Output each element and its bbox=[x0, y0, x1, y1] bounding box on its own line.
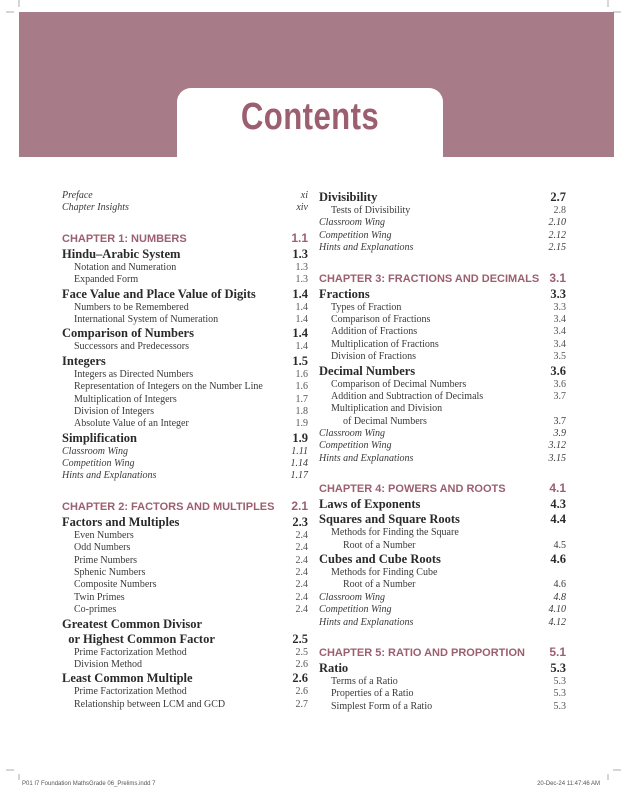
page-number: 1.3 bbox=[292, 246, 308, 261]
subsection-entry bbox=[62, 579, 308, 591]
entry-title: Factors and Multiples bbox=[62, 514, 180, 529]
supplement-entry bbox=[62, 190, 308, 202]
subsection-entry bbox=[62, 274, 308, 286]
entry-title: Multiplication of Integers bbox=[74, 393, 177, 405]
entry-title: Hindu–Arabic System bbox=[62, 246, 181, 261]
supplement-entry bbox=[319, 428, 566, 440]
footer-timestamp: 20-Dec-24 11:47:46 AM bbox=[537, 781, 600, 787]
subsection-entry bbox=[62, 686, 308, 698]
page-number: 3.6 bbox=[550, 363, 566, 378]
page-number: 2.6 bbox=[292, 671, 308, 686]
page-number: 1.4 bbox=[295, 313, 308, 325]
entry-title: Root of a Number bbox=[343, 579, 416, 591]
page-number: 2.4 bbox=[295, 579, 308, 591]
entry-title: Classroom Wing bbox=[319, 217, 386, 229]
toc-left-column bbox=[62, 190, 308, 711]
page-number: 3.3 bbox=[553, 301, 566, 313]
subsection-entry bbox=[62, 555, 308, 567]
page-number: 2.3 bbox=[292, 514, 308, 529]
entry-title: Prime Factorization Method bbox=[74, 686, 187, 698]
page-number: 5.3 bbox=[553, 675, 566, 687]
page-number: 3.6 bbox=[553, 378, 566, 390]
subsection-entry bbox=[62, 369, 308, 381]
page-title: Contents bbox=[240, 96, 380, 138]
entry-title: Composite Numbers bbox=[74, 579, 157, 591]
page-number: 2.7 bbox=[295, 698, 308, 710]
entry-title: International System of Numeration bbox=[74, 313, 219, 325]
entry-title: CHAPTER 1: NUMBERS bbox=[62, 232, 187, 245]
page-number: 1.8 bbox=[295, 405, 308, 417]
page-number: 3.12 bbox=[548, 440, 566, 452]
page-number: 1.6 bbox=[295, 381, 308, 393]
subsection-entry bbox=[319, 416, 566, 428]
section-entry bbox=[319, 497, 566, 512]
page-number: 4.6 bbox=[553, 579, 566, 591]
entry-title: Hints and Explanations bbox=[319, 452, 414, 464]
entry-title: CHAPTER 4: POWERS AND ROOTS bbox=[319, 483, 506, 496]
page-number: 1.17 bbox=[290, 470, 308, 482]
spacer bbox=[62, 483, 308, 499]
entry-title: Preface bbox=[62, 190, 93, 201]
subsection-entry bbox=[319, 314, 566, 326]
subsection-entry bbox=[62, 567, 308, 579]
supplement-entry bbox=[62, 458, 308, 470]
entry-title: or Highest Common Factor bbox=[62, 631, 215, 646]
page-number: 2.8 bbox=[553, 205, 566, 216]
entry-title: Hints and Explanations bbox=[319, 616, 414, 628]
page-number: 2.7 bbox=[550, 190, 566, 204]
subsection-entry bbox=[62, 699, 308, 711]
page-number: 4.4 bbox=[550, 512, 566, 527]
supplement-entry bbox=[319, 617, 566, 629]
spacer bbox=[319, 629, 566, 645]
entry-title: Simplest Form of a Ratio bbox=[331, 700, 433, 712]
entry-title: Numbers to be Remembered bbox=[74, 301, 189, 313]
entry-title: Simplification bbox=[62, 430, 138, 445]
section-entry bbox=[62, 354, 308, 369]
supplement-entry bbox=[319, 604, 566, 616]
page-number: 4.8 bbox=[553, 591, 566, 603]
page-number: 1.4 bbox=[295, 301, 308, 313]
section-entry bbox=[62, 515, 308, 530]
page-number: 1.6 bbox=[295, 368, 308, 380]
entry-title: Types of Fraction bbox=[331, 301, 402, 313]
page-number: 1.9 bbox=[295, 418, 308, 430]
supplement-entry bbox=[62, 470, 308, 482]
chapter-heading bbox=[319, 645, 566, 661]
supplement-entry bbox=[319, 440, 566, 452]
entry-title: Competition Wing bbox=[319, 229, 392, 241]
page-number: 4.12 bbox=[548, 616, 566, 628]
entry-title: Addition and Subtraction of Decimals bbox=[331, 390, 484, 402]
entry-title: Multiplication of Fractions bbox=[331, 338, 439, 350]
page-number: 3.15 bbox=[548, 452, 566, 464]
subsection-entry bbox=[62, 647, 308, 659]
entry-title: Classroom Wing bbox=[319, 591, 386, 603]
entry-title: CHAPTER 3: FRACTIONS AND DECIMALS bbox=[319, 272, 540, 285]
page-number: 4.5 bbox=[553, 539, 566, 551]
entry-title: CHAPTER 5: RATIO AND PROPORTION bbox=[319, 646, 525, 659]
subsection-entry bbox=[319, 391, 566, 403]
entry-title: of Decimal Numbers bbox=[343, 415, 427, 427]
page-number: 2.4 bbox=[295, 567, 308, 579]
entry-title: Comparison of Decimal Numbers bbox=[331, 378, 467, 390]
entry-title: Addition of Fractions bbox=[331, 326, 418, 338]
section-entry bbox=[319, 552, 566, 567]
entry-title: Properties of a Ratio bbox=[331, 688, 414, 700]
entry-title: Odd Numbers bbox=[74, 542, 131, 554]
supplement-entry bbox=[319, 230, 566, 242]
section-entry bbox=[62, 632, 308, 647]
page-number: 5.3 bbox=[553, 688, 566, 700]
entry-title: Division of Integers bbox=[74, 405, 154, 417]
page-number: 2.6 bbox=[295, 686, 308, 698]
entry-title: Face Value and Place Value of Digits bbox=[62, 286, 256, 301]
supplement-entry bbox=[319, 453, 566, 465]
section-entry bbox=[319, 364, 566, 379]
page-number: xiv bbox=[296, 202, 308, 214]
entry-title: Classroom Wing bbox=[319, 428, 386, 440]
page-number: 2.10 bbox=[548, 217, 566, 229]
entry-title: Fractions bbox=[319, 286, 370, 301]
section-entry bbox=[319, 661, 566, 676]
entry-title: Division Method bbox=[74, 658, 143, 670]
chapter-heading bbox=[62, 499, 308, 515]
subsection-entry bbox=[62, 592, 308, 604]
entry-title: Sphenic Numbers bbox=[74, 567, 146, 579]
entry-title: Representation of Integers on the Number Line bbox=[74, 381, 263, 393]
entry-title: Laws of Exponents bbox=[319, 497, 421, 512]
subsection-entry bbox=[319, 676, 566, 688]
subsection-entry bbox=[319, 540, 566, 552]
page-number: 3.7 bbox=[553, 390, 566, 402]
supplement-entry bbox=[62, 446, 308, 458]
subsection-entry bbox=[319, 567, 566, 579]
entry-title: Classroom Wing bbox=[62, 445, 129, 457]
spacer bbox=[62, 215, 308, 231]
page-number: 1.5 bbox=[292, 353, 308, 368]
page-number: 3.5 bbox=[553, 351, 566, 363]
page-number: 4.6 bbox=[550, 552, 566, 567]
page-number: 2.4 bbox=[295, 604, 308, 616]
section-entry bbox=[319, 190, 566, 205]
entry-title: Hints and Explanations bbox=[62, 470, 157, 482]
page-number: 3.4 bbox=[553, 313, 566, 325]
page-number: 1.11 bbox=[291, 445, 308, 457]
page-number: 2.4 bbox=[295, 542, 308, 554]
page-number: 2.1 bbox=[291, 498, 308, 513]
entry-title: Co-primes bbox=[74, 604, 117, 616]
subsection-entry bbox=[62, 604, 308, 616]
page-number: 1.9 bbox=[292, 430, 308, 445]
page-number: 5.3 bbox=[553, 700, 566, 712]
entry-title: Notation and Numeration bbox=[74, 261, 177, 273]
page-number: 2.4 bbox=[295, 529, 308, 541]
page-number: 2.12 bbox=[548, 229, 566, 241]
page-number: 1.1 bbox=[291, 230, 308, 245]
page-number: 2.5 bbox=[292, 631, 308, 646]
entry-title: Cubes and Cube Roots bbox=[319, 552, 441, 567]
subsection-entry bbox=[62, 406, 308, 418]
entry-title: Integers as Directed Numbers bbox=[74, 368, 194, 380]
page-number: 3.1 bbox=[549, 270, 566, 285]
subsection-entry bbox=[319, 688, 566, 700]
page-number: 2.5 bbox=[295, 646, 308, 658]
section-entry bbox=[319, 287, 566, 302]
subsection-entry bbox=[62, 381, 308, 393]
subsection-entry bbox=[62, 302, 308, 314]
section-entry bbox=[62, 287, 308, 302]
entry-title: Twin Primes bbox=[74, 591, 125, 603]
entry-title: Ratio bbox=[319, 660, 349, 675]
entry-title: Hints and Explanations bbox=[319, 242, 414, 254]
footer-file-label: P01 I7 Foundation MathsGrade 06_Prelims.indd 7 bbox=[22, 781, 156, 787]
page-number: 2.4 bbox=[295, 554, 308, 566]
entry-title: Comparison of Fractions bbox=[331, 313, 431, 325]
entry-title: Expanded Form bbox=[74, 274, 139, 286]
section-entry bbox=[62, 617, 308, 632]
chapter-heading bbox=[319, 481, 566, 497]
entry-title: Squares and Square Roots bbox=[319, 512, 460, 527]
page-number: 3.4 bbox=[553, 326, 566, 338]
subsection-entry bbox=[319, 527, 566, 539]
subsection-entry bbox=[62, 530, 308, 542]
page-number: 4.3 bbox=[550, 497, 566, 512]
entry-title: Multiplication and Division bbox=[331, 403, 443, 415]
subsection-entry bbox=[319, 579, 566, 591]
entry-title: Root of a Number bbox=[343, 539, 416, 551]
entry-title: Successors and Predecessors bbox=[74, 341, 189, 353]
entry-title: Even Numbers bbox=[74, 529, 134, 541]
entry-title: Decimal Numbers bbox=[319, 363, 416, 378]
entry-title: CHAPTER 2: FACTORS AND MULTIPLES bbox=[62, 500, 275, 513]
entry-title: Methods for Finding the Square bbox=[331, 527, 459, 539]
entry-title: Chapter Insights bbox=[62, 202, 129, 214]
subsection-entry bbox=[62, 418, 308, 430]
entry-title: Relationship between LCM and GCD bbox=[74, 698, 226, 710]
supplement-entry bbox=[319, 217, 566, 229]
page-number: 2.4 bbox=[295, 591, 308, 603]
subsection-entry bbox=[62, 314, 308, 326]
chapter-heading bbox=[62, 231, 308, 247]
supplement-entry bbox=[319, 242, 566, 254]
subsection-entry bbox=[319, 379, 566, 391]
chapter-heading bbox=[319, 271, 566, 287]
page-number: xi bbox=[300, 190, 308, 201]
spacer bbox=[319, 465, 566, 481]
page-number: 3.4 bbox=[553, 338, 566, 350]
subsection-entry bbox=[62, 542, 308, 554]
supplement-entry bbox=[62, 202, 308, 214]
entry-title: Tests of Divisibility bbox=[331, 205, 411, 216]
entry-title: Prime Factorization Method bbox=[74, 646, 187, 658]
subsection-entry bbox=[319, 302, 566, 314]
section-entry bbox=[62, 671, 308, 686]
page-number: 2.15 bbox=[548, 242, 566, 254]
page-number: 1.4 bbox=[292, 326, 308, 341]
subsection-entry bbox=[319, 326, 566, 338]
entry-title: Division of Fractions bbox=[331, 351, 416, 363]
entry-title: Divisibility bbox=[319, 190, 378, 204]
entry-title: Greatest Common Divisor bbox=[62, 616, 203, 631]
page-number: 1.3 bbox=[295, 274, 308, 286]
subsection-entry bbox=[319, 403, 566, 415]
page-number: 4.1 bbox=[549, 481, 566, 496]
subsection-entry bbox=[62, 341, 308, 353]
section-entry bbox=[62, 326, 308, 341]
page-number: 5.1 bbox=[549, 644, 566, 659]
subsection-entry bbox=[319, 701, 566, 713]
subsection-entry bbox=[319, 339, 566, 351]
entry-title: Prime Numbers bbox=[74, 554, 138, 566]
page-number: 1.4 bbox=[295, 341, 308, 353]
entry-title: Methods for Finding Cube bbox=[331, 567, 438, 579]
entry-title: Competition Wing bbox=[319, 604, 392, 616]
entry-title: Comparison of Numbers bbox=[62, 326, 194, 341]
page-number: 4.10 bbox=[548, 604, 566, 616]
page-number: 3.9 bbox=[553, 428, 566, 440]
subsection-entry bbox=[319, 205, 566, 217]
page-number: 1.4 bbox=[292, 286, 308, 301]
subsection-entry bbox=[319, 351, 566, 363]
subsection-entry bbox=[62, 659, 308, 671]
entry-title: Integers bbox=[62, 353, 106, 368]
entry-title: Competition Wing bbox=[319, 440, 392, 452]
entry-title: Absolute Value of an Integer bbox=[74, 418, 189, 430]
page-number: 1.14 bbox=[290, 458, 308, 470]
entry-title: Terms of a Ratio bbox=[331, 675, 398, 687]
toc-right-column bbox=[319, 190, 566, 713]
page-number: 1.3 bbox=[295, 261, 308, 273]
section-entry bbox=[62, 431, 308, 446]
entry-title: Competition Wing bbox=[62, 458, 135, 470]
entry-title: Least Common Multiple bbox=[62, 671, 193, 686]
section-entry bbox=[319, 512, 566, 527]
page-number: 3.3 bbox=[550, 286, 566, 301]
section-entry bbox=[62, 247, 308, 262]
supplement-entry bbox=[319, 592, 566, 604]
subsection-entry bbox=[62, 394, 308, 406]
page-number: 5.3 bbox=[550, 660, 566, 675]
page-number: 3.7 bbox=[553, 415, 566, 427]
subsection-entry bbox=[62, 262, 308, 274]
page-number: 1.7 bbox=[295, 393, 308, 405]
page-number: 2.6 bbox=[295, 658, 308, 670]
spacer bbox=[319, 255, 566, 271]
